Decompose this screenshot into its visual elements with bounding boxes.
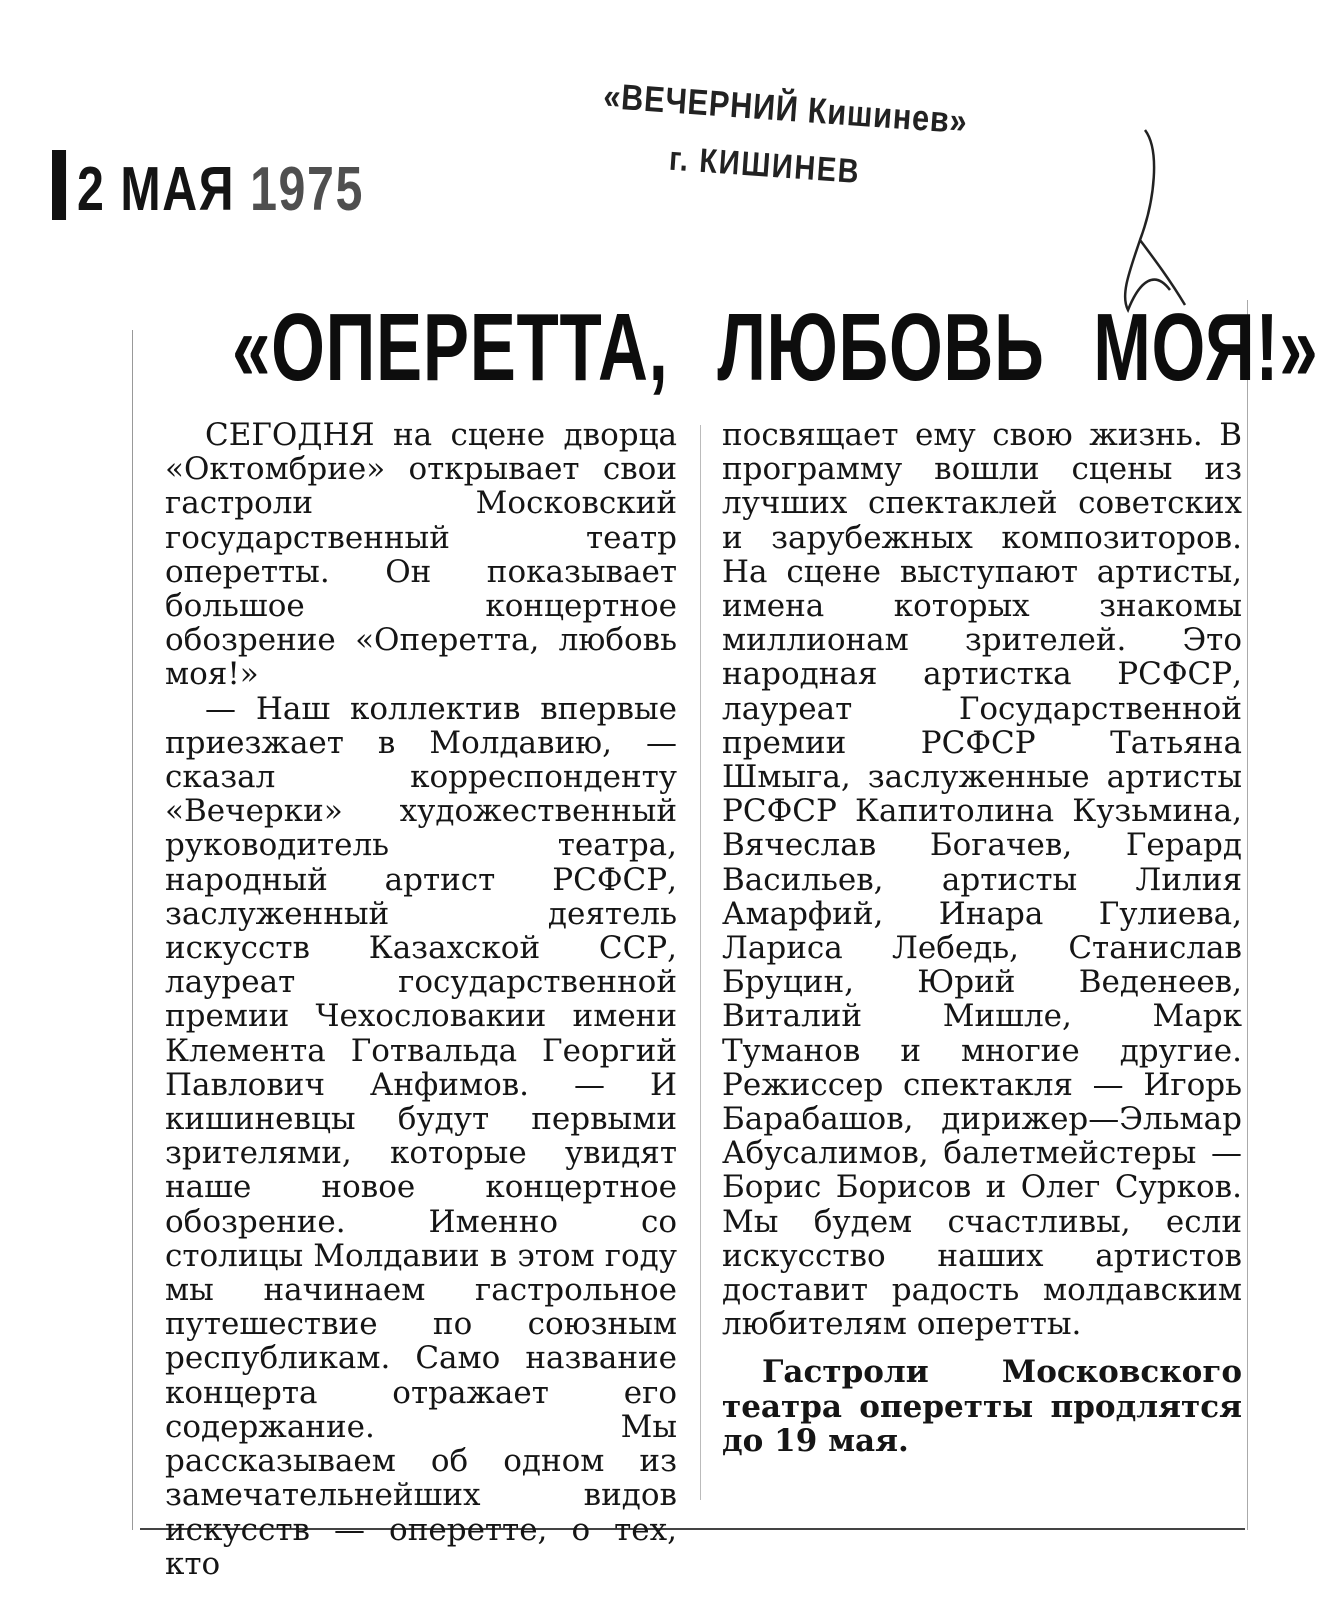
date-month: МАЯ: [120, 155, 236, 224]
date-day: 2: [76, 155, 106, 224]
clipping-right-edge: [1247, 300, 1248, 1530]
newspaper-name: «ВЕЧЕРНИЙ Кишинев»: [602, 75, 969, 142]
newspaper-stamp: [598, 75, 1033, 204]
column-1-paragraph-1: СЕГОДНЯ на сцене дворца «Октомбрие» открывает свои гастроли Московский государственный театр оперетты. Он показывает большое концертное обозрение «Оперетта, любовь моя!»: [165, 417, 677, 693]
date-year: 1975: [250, 155, 364, 224]
handwritten-signature: [1100, 120, 1190, 320]
stamp-bar-mark: [52, 150, 66, 220]
article-headline: «ОПЕРЕТТА, ЛЮБОВЬ МОЯ!»: [232, 294, 1319, 401]
clipping-left-edge: [132, 330, 133, 1530]
article-column-1: [165, 418, 677, 1581]
article-column-2: [722, 418, 1242, 1458]
column-2-paragraph-1: посвящает ему свою жизнь. В программу вошли сцены из лучших спектаклей советских и зарубежных композиторов. На сцене выступают артисты, имена которых знакомы миллионам зрителей. Это народная артистка РСФСР, лауреат Государственной премии РСФСР Татьяна Шмыга, заслуженные артисты РСФСР Капитолина Кузьмина, Вячеслав Богачев, Герард Васильев, артисты Лилия Амарфий, Инара Гулиева, Лариса Лебедь, Станислав Бруцин, Юрий Веденеев, Виталий Мишле, Марк Туманов и многие другие. Режиссер спектакля — Игорь Барабашов, дирижер—Эльмар Абусалимов, балетмейстеры — Борис Борисов и Олег Сурков. Мы будем счастливы, если искусство наших артистов доставит радость молдавским любителям оперетты.: [722, 417, 1242, 1343]
column-1-paragraph-2: — Наш коллектив впервые приезжает в Молдавию, — сказал корреспонденту «Вечерки» художественный руководитель театра, народный артист РСФСР, заслуженный деятель искусств Казахской ССР, лауреат государственной премии Чехословакии имени Клемента Готвальда Георгий Павлович Анфимов. — И кишиневцы будут первыми зрителями, которые увидят наше новое концертное обозрение. Именно со столицы Молдавии в этом году мы начинаем гастрольное путешествие по союзным республикам. Само название концерта отражает его содержание. Мы рассказываем об одном из замечательнейших видов искусств — оперетте, о тех, кто: [165, 690, 677, 1582]
column-2-tour-note: Гастроли Московского театра оперетты продлятся до 19 мая.: [722, 1354, 1242, 1459]
column-divider: [700, 425, 701, 1500]
date-stamp: [52, 150, 364, 225]
newspaper-city: г. КИШИНЕВ: [667, 139, 862, 191]
